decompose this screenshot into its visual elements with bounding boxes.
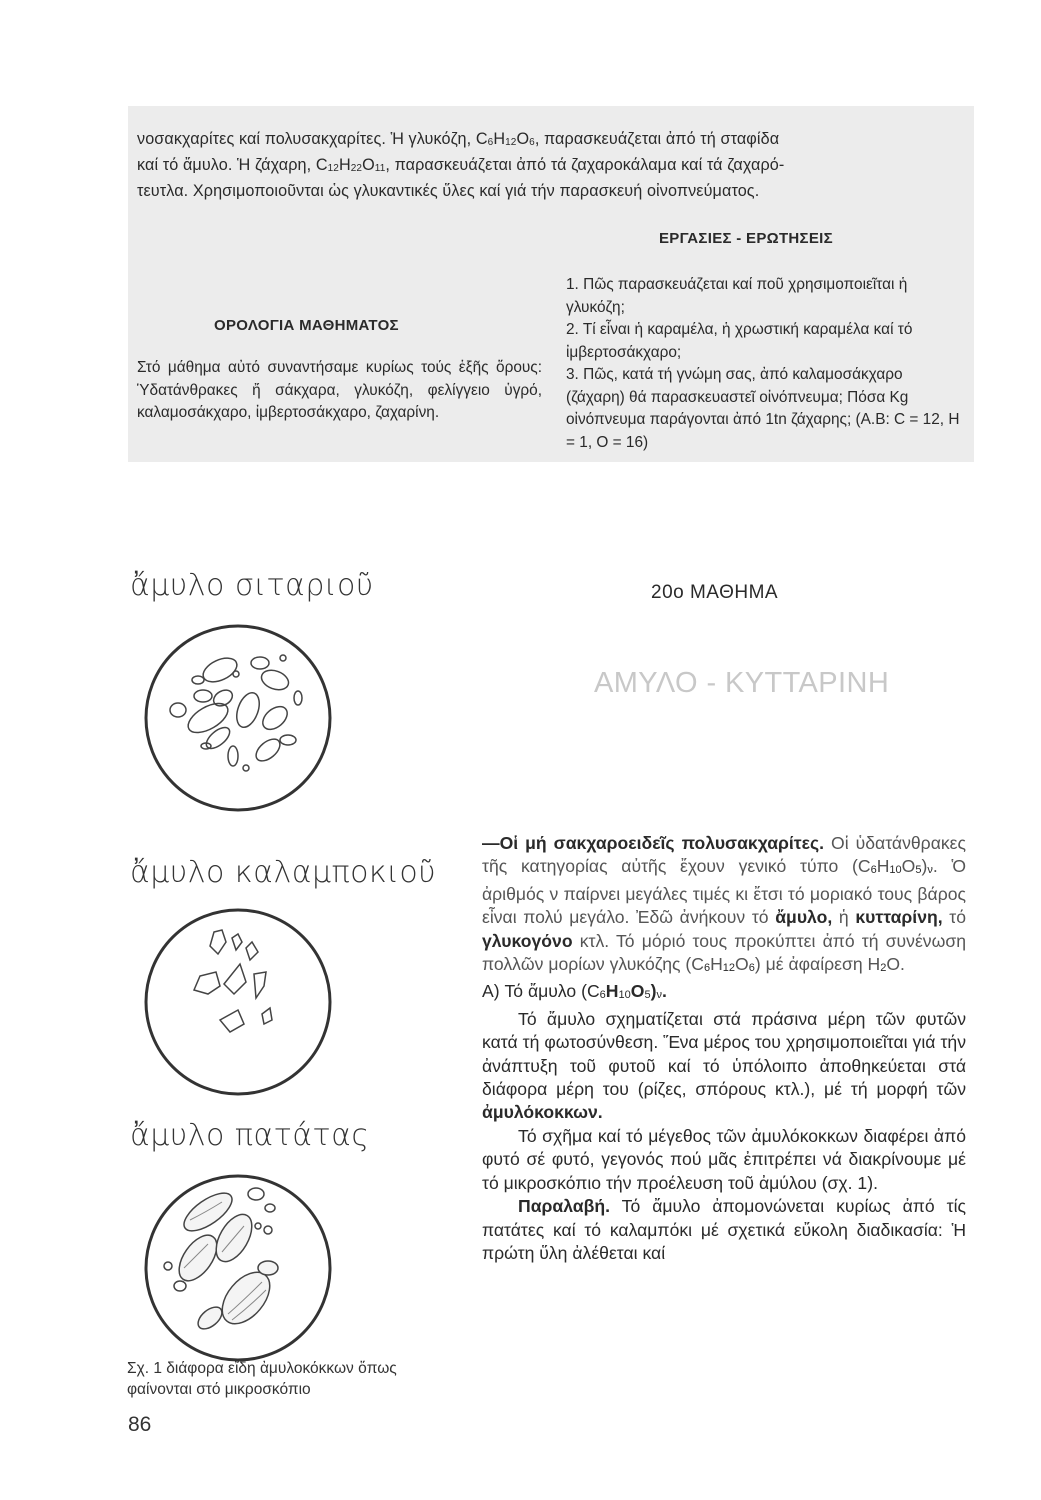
intro-text: H: [493, 130, 506, 148]
potato-starch-label: ἄμυλο πατάτας: [130, 1118, 370, 1153]
corn-starch-label: ἄμυλο καλαμποκιοῦ: [130, 855, 437, 890]
body-text: O: [630, 981, 645, 1002]
main-text: [482, 832, 966, 1265]
body-text: ): [650, 981, 657, 1002]
subscript: 12: [505, 137, 517, 148]
subscript: 2: [880, 962, 887, 975]
bold-term: ἀμυλόκοκκων.: [482, 1102, 603, 1123]
intro-paragraph: [137, 128, 967, 203]
page-number: 86: [128, 1413, 152, 1436]
subscript: 11: [374, 163, 386, 174]
subscript: 6: [703, 962, 711, 975]
potato-starch-micrograph: [138, 1168, 338, 1368]
body-text: κτλ. Τό μόριό τους προκύπτει ἀπό τή συνένωση πολλῶν μορίων γλυκόζης (C: [482, 930, 966, 975]
subscript: 5: [915, 864, 922, 877]
subscript: 6: [748, 962, 755, 975]
subscript: 6: [870, 864, 877, 877]
subscript: ν: [927, 864, 933, 877]
subscript: 10: [889, 864, 902, 877]
body-text: O: [901, 856, 916, 877]
subheading: [482, 980, 966, 1007]
exercise-item: 2. Τί εἶναι ἡ καραμέλα, ἡ χρωστική καραμέλα καί τό ἰμβερτοσάκχαρο;: [566, 321, 913, 361]
intro-text: O: [362, 156, 375, 174]
bold-term: Παραλαβή.: [518, 1196, 610, 1217]
exercises-heading: ΕΡΓΑΣΙΕΣ - ΕΡΩΤΗΣΕΙΣ: [659, 230, 833, 247]
body-text: ) μέ ἀφαίρεση H: [754, 954, 881, 975]
body-text: A) Τό ἄμυλο (C: [482, 981, 600, 1002]
paragraph: Τό σχῆμα καί τό μέγεθος τῶν ἀμυλόκοκκων διαφέρει ἀπό φυτό σέ φυτό, γεγονός πού μᾶς ἐπιτρέπει νά διακρίνουμε μέ τό μικροσκόπιο τήν προέλευση τοῦ ἀμύλου (σχ. 1).: [482, 1125, 966, 1193]
wheat-starch-micrograph: [138, 618, 338, 818]
subscript: 10: [618, 989, 631, 1002]
body-text: Οἱ ὑδατάνθρακες τῆς κατηγορίας αὐτῆς ἔχουν γενικό τύπο (C: [482, 833, 966, 877]
body-text: ): [921, 856, 928, 877]
subscript: 6: [599, 989, 606, 1002]
intro-text: , παρασκευάζεται ἀπό τά ζαχαροκάλαμα καί τά ζαχαρό-: [385, 156, 785, 174]
body-text: O: [735, 954, 749, 975]
body-text: .: [661, 981, 667, 1002]
corn-starch-micrograph: [138, 902, 338, 1102]
intro-text: τευτλα. Χρησιμοποιοῦνται ὡς γλυκαντικές ὕλες καί γιά τήν παρασκευή οἰνοπνεύματος.: [137, 182, 760, 200]
body-text: H: [876, 856, 890, 877]
subscript: 5: [644, 989, 651, 1002]
subscript: 12: [722, 962, 736, 975]
lesson-title: ΑΜΥΛΟ - ΚΥΤΤΑΡΙΝΗ: [594, 667, 890, 699]
paragraph: [482, 832, 966, 980]
exercise-item: 3. Πῶς, κατά τή γνώμη σας, ἀπό καλαμοσάκχαρο (ζάχαρη) θά παρασκευαστεῖ οἰνόπνευμα; Πόσα Kg οἰνόπνευμα παράγονται ἀπό 1tn ζάχαρης; (A.B: C = 12, H = 1, O = 16): [566, 366, 960, 451]
body-text: ἡ: [832, 907, 856, 928]
body-text: τό: [942, 907, 967, 928]
terminology-heading: ΟΡΟΛΟΓΙΑ ΜΑΘΗΜΑΤΟΣ: [214, 317, 399, 334]
subscript: 6: [487, 137, 494, 148]
body-text: O.: [886, 954, 905, 975]
intro-text: καί τό ἄμυλο. Ἡ ζάχαρη, C: [137, 156, 328, 174]
intro-text: H: [338, 156, 351, 174]
body-text: H: [710, 954, 723, 975]
lesson-number: 20ο ΜΑΘΗΜΑ: [651, 582, 779, 603]
wheat-starch-label: ἄμυλο σιταριοῦ: [130, 568, 374, 603]
body-text: Τό ἄμυλο σχηματίζεται στά πράσινα μέρη τῶν φυτῶν κατά τή φωτοσύνθεση. Ἕνα μέρος του χρησιμοποιεῖται γιά τήν ἀνάπτυξη τοῦ φυτοῦ καί τό ὑπόλοιπο ἀποθηκεύεται στά διάφορα μέρη του (ρίζες, σπόρους κτλ.), μέ τή μορφή τῶν: [482, 1008, 966, 1100]
body-text: Τό ἄμυλο ἀπομονώνεται κυρίως ἀπό τίς πατάτες καί τό καλαμπόκι μέ σχετικά εὔκολη διαδικασία: Ἡ πρώτη ὕλη ἀλέθεται καί: [482, 1196, 966, 1263]
exercise-item: 1. Πῶς παρασκευάζεται καί ποῦ χρησιμοποιεῖται ἡ γλυκόζη;: [566, 276, 908, 316]
bold-term: γλυκογόνο: [482, 930, 573, 951]
intro-text: , παρασκευάζεται ἀπό τή σταφίδα: [534, 130, 780, 148]
bold-term: κυτταρίνη,: [855, 907, 943, 928]
paragraph: [482, 1008, 966, 1125]
intro-text: νοσακχαρίτες καί πολυσακχαρίτες. Ἡ γλυκόζη, C: [137, 130, 488, 148]
subscript: 22: [350, 163, 363, 174]
subscript: 12: [327, 163, 339, 174]
bold-term: —Οἱ μή σακχαροειδεῖς πολυσακχαρίτες.: [482, 833, 825, 853]
body-text: H: [605, 981, 619, 1002]
terminology-text: Στό μάθημα αὐτό συναντήσαμε κυρίως τούς ἑξῆς ὅρους: Ὑδατάνθρακες ἤ σάκχαρα, γλυκόζη, φελίγγειο ὑγρό, καλαμοσάκχαρο, ἰμβερτοσάκχαρο, ζαχαρίνη.: [137, 359, 542, 421]
subscript: ν: [656, 989, 662, 1002]
subscript: 6: [529, 137, 535, 148]
body-text: . Ὁ ἀριθμός ν παίρνει μεγάλες τιμές κι ἔτσι τό μοριακό τους βάρος εἶναι πολύ μεγάλο. Ἐδῶ ἀνήκουν τό: [482, 856, 966, 928]
figure-caption: Σχ. 1 διάφορα εἴδη ἀμυλοκόκκων ὅπως φαίνονται στό μικροσκόπιο: [127, 1360, 397, 1398]
exercises-list: [566, 274, 961, 454]
bold-term: ἄμυλο,: [775, 907, 833, 928]
intro-text: O: [516, 130, 530, 148]
paragraph: [482, 1195, 966, 1265]
